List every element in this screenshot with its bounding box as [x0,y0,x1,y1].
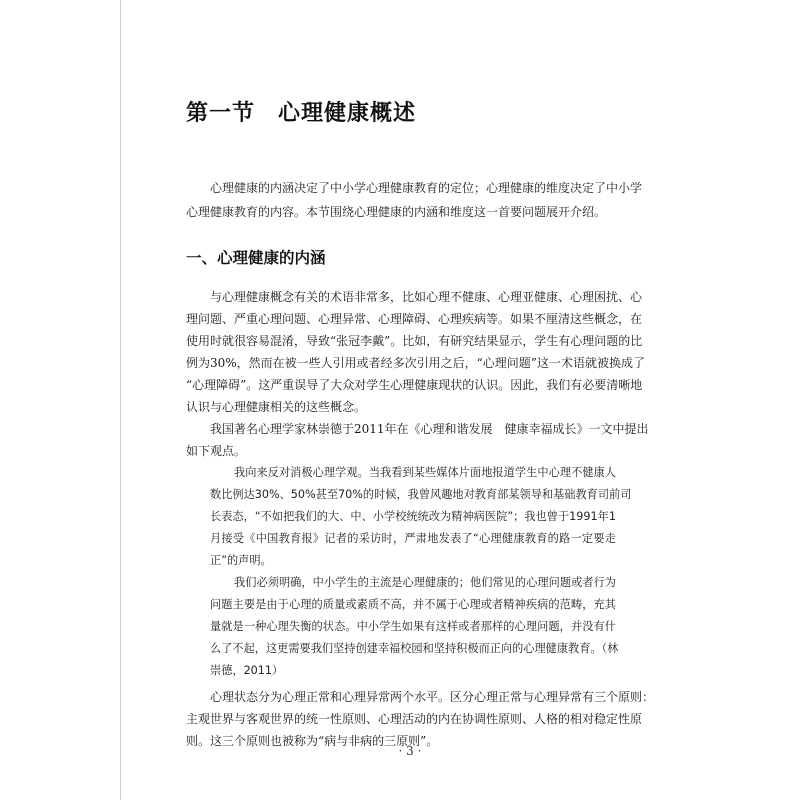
page-spine-divider [120,0,121,800]
quote-line: 问题主要是由于心理的质量或素质不高，并不属于心理或者精神疾病的范畴，充其 [210,598,616,611]
quote-line: 正”的声明。 [210,554,272,567]
body-line: 认识与心理健康相关的这些概念。 [186,400,367,414]
body-line: 例为30%，然而在被一些人引用或者经多次引用之后，“心理问题”这一术语就被换成了 [186,356,645,370]
quote-line: 量就是一种心理失衡的状态。中小学生如果有这样或者那样的心理问题，并没有什 [210,620,616,633]
quote-line: 我向来反对消极心理学观。当我看到某些媒体片面地报道学生中心理不健康人 [234,466,616,479]
body-line: 主观世界与客观世界的统一性原则、心理活动的内在协调性原则、人格的相对稳定性原 [186,712,643,726]
subsection-title: 一、心理健康的内涵 [186,249,326,267]
intro-line: 心理健康的内涵决定了中小学心理健康教育的定位；心理健康的维度决定了中小学 [210,181,643,195]
intro-line: 心理健康教育的内容。本节围绕心理健康的内涵和维度这一首要问题展开介绍。 [186,205,607,219]
quote-line: 月接受《中国教育报》记者的采访时，严肃地发表了“心理健康教育的路一定要走 [210,532,616,545]
body-line: 使用时就很容易混淆，导致“张冠李戴”。比如，有研究结果显示，学生有心理问题的比 [186,334,643,348]
body-line: 我国著名心理学家林崇德于2011年在《心理和谐发展 健康幸福成长》一文中提出 [210,422,649,436]
quote-line: 崇德，2011） [210,664,284,677]
quote-line: 么了不起，这更需要我们坚持创建幸福校园和坚持积极而正向的心理健康教育。（林 [210,642,619,655]
body-line: 则。这三个原则也被称为“病与非病的三原则”。 [186,734,439,748]
quote-line: 我们必须明确，中小学生的主流是心理健康的；他们常见的心理问题或者行为 [234,576,616,589]
quote-line: 长表态，“不如把我们的大、中、小学校统统改为精神病医院”；我也曾于1991年1 [210,510,616,523]
body-line: 与心理健康概念有关的术语非常多，比如心理不健康、心理亚健康、心理困扰、心 [210,290,643,304]
quote-line: 数比例达30%、50%甚至70%的时候，我曾风趣地对教育部某领导和基础教育司前司 [210,488,632,501]
section-title: 第一节 心理健康概述 [186,101,417,126]
body-line: 如下观点。 [186,444,247,458]
page-number: · 3 · [398,744,422,758]
body-line: 心理状态分为心理正常和心理异常两个水平。区分心理正常与心理异常有三个原则： [210,690,655,704]
body-line: “心理障碍”。这严重误导了大众对学生心理健康现状的认识。因此，我们有必要清晰地 [186,378,643,392]
body-line: 理问题、严重心理问题、心理异常、心理障碍、心理疾病等。如果不厘清这些概念，在 [186,312,643,326]
